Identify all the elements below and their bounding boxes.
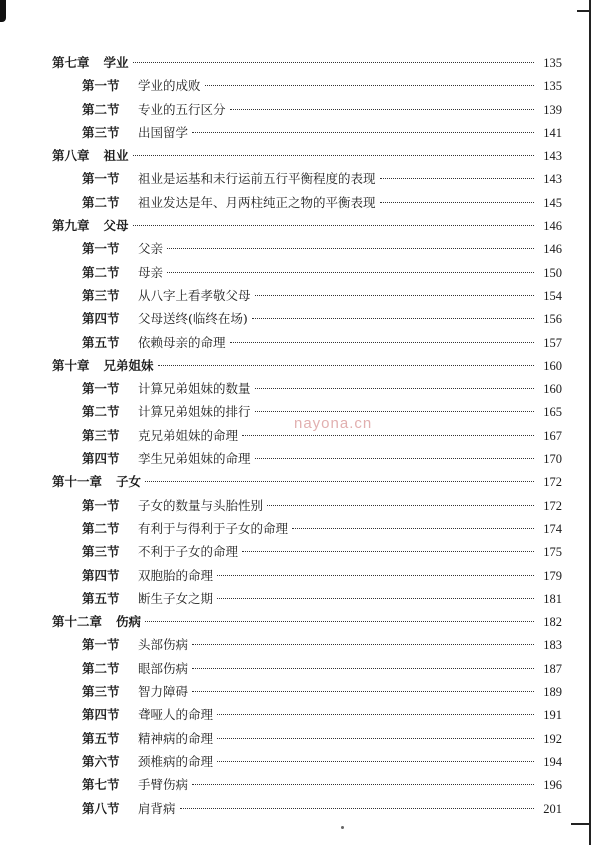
- dot-leader: [217, 598, 534, 599]
- section-title: 克兄弟姐妹的命理: [138, 427, 239, 443]
- section-title: 依赖母亲的命理: [138, 334, 226, 350]
- scan-edge-hook-top: [577, 10, 591, 12]
- toc-section-row[interactable]: [52, 773, 562, 796]
- page-number: 135: [543, 56, 562, 70]
- page-number: 172: [543, 498, 562, 513]
- dot-leader: [242, 435, 534, 436]
- page-number: 175: [543, 545, 562, 560]
- section-number: 第四节: [82, 451, 120, 467]
- section-title: 专业的五行区分: [138, 101, 226, 117]
- section-number: 第六节: [82, 753, 120, 769]
- dot-leader: [133, 225, 534, 226]
- chapter-title: 伤病: [116, 614, 142, 630]
- toc-section-row[interactable]: [52, 377, 562, 400]
- page-number: 143: [543, 172, 562, 187]
- toc-section-row[interactable]: [52, 191, 562, 214]
- page-number: 183: [543, 638, 562, 653]
- page-number: 174: [543, 521, 562, 536]
- page-number: 165: [543, 405, 562, 420]
- dot-leader: [380, 202, 534, 203]
- section-title: 父母送终(临终在场): [138, 311, 248, 327]
- dot-leader: [230, 109, 534, 110]
- scan-edge-right: [589, 0, 591, 845]
- section-title: 计算兄弟姐妹的数量: [138, 381, 251, 397]
- section-title: 头部伤病: [138, 637, 189, 653]
- page-number: 143: [543, 149, 562, 164]
- dot-leader: [192, 644, 534, 645]
- chapter-number: 第十二章: [52, 614, 103, 630]
- section-title: 学业的成败: [138, 78, 201, 94]
- page-number: 187: [543, 661, 562, 676]
- toc-chapter-row[interactable]: [52, 214, 562, 237]
- dot-leader: [192, 784, 534, 785]
- section-number: 第一节: [82, 78, 120, 94]
- toc-section-row[interactable]: [52, 587, 562, 610]
- section-number: 第三节: [82, 124, 120, 140]
- page-number: 182: [543, 615, 562, 630]
- toc-section-row[interactable]: [52, 517, 562, 540]
- dot-leader: [167, 248, 534, 249]
- dot-leader: [252, 318, 534, 319]
- toc-chapter-row[interactable]: [52, 610, 562, 633]
- page-number: 189: [543, 685, 562, 700]
- dot-leader: [380, 178, 534, 179]
- toc-section-row[interactable]: [52, 564, 562, 587]
- toc-section-row[interactable]: [52, 167, 562, 190]
- dot-leader: [230, 342, 534, 343]
- toc-chapter-row[interactable]: [52, 51, 562, 74]
- dot-leader: [217, 714, 534, 715]
- section-title: 手臂伤病: [138, 777, 189, 793]
- scan-artifact-top-left: [0, 0, 6, 22]
- section-title: 父亲: [138, 241, 164, 257]
- dot-leader: [158, 365, 534, 366]
- toc-section-row[interactable]: [52, 657, 562, 680]
- toc-section-row[interactable]: [52, 331, 562, 354]
- section-number: 第八节: [82, 800, 120, 816]
- dot-leader: [192, 668, 534, 669]
- toc-section-row[interactable]: [52, 633, 562, 656]
- dot-leader: [217, 761, 534, 762]
- page-number: 157: [543, 335, 562, 350]
- dot-leader: [180, 808, 534, 809]
- dot-leader: [292, 528, 534, 529]
- section-title: 智力障碍: [138, 684, 189, 700]
- toc-section-row[interactable]: [52, 540, 562, 563]
- toc-section-row[interactable]: [52, 727, 562, 750]
- page-number: 201: [543, 801, 562, 816]
- toc-section-row[interactable]: [52, 307, 562, 330]
- page-number: 196: [543, 778, 562, 793]
- page-number: 181: [543, 591, 562, 606]
- page-number: 145: [543, 195, 562, 210]
- toc-section-row[interactable]: [52, 284, 562, 307]
- chapter-title: 兄弟姐妹: [103, 357, 154, 373]
- section-number: 第七节: [82, 777, 120, 793]
- toc-section-row[interactable]: [52, 261, 562, 284]
- section-number: 第一节: [82, 497, 120, 513]
- toc-section-row[interactable]: [52, 703, 562, 726]
- page-number: 160: [543, 358, 562, 373]
- section-number: 第一节: [82, 241, 120, 257]
- section-number: 第三节: [82, 287, 120, 303]
- section-title: 祖业发达是年、月两柱纯正之物的平衡表现: [138, 194, 376, 210]
- section-number: 第一节: [82, 637, 120, 653]
- page-number: 194: [543, 754, 562, 769]
- section-number: 第二节: [82, 194, 120, 210]
- page-number: 179: [543, 568, 562, 583]
- page-number: 146: [543, 242, 562, 257]
- section-title: 出国留学: [138, 124, 189, 140]
- dot-leader: [267, 505, 534, 506]
- dot-leader: [217, 575, 534, 576]
- page-number: 156: [543, 312, 562, 327]
- dot-leader: [145, 481, 534, 482]
- toc-chapter-row[interactable]: [52, 144, 562, 167]
- section-title: 颈椎病的命理: [138, 753, 214, 769]
- chapter-number: 第九章: [52, 218, 90, 234]
- toc-section-row[interactable]: [52, 121, 562, 144]
- dot-leader: [242, 551, 534, 552]
- toc-chapter-row[interactable]: [52, 470, 562, 493]
- section-title: 精神病的命理: [138, 730, 214, 746]
- section-number: 第五节: [82, 730, 120, 746]
- chapter-title: 父母: [103, 218, 129, 234]
- section-number: 第五节: [82, 334, 120, 350]
- scan-edge-hook-bottom: [571, 823, 591, 825]
- toc-section-row[interactable]: [52, 680, 562, 703]
- page-number: 170: [543, 452, 562, 467]
- section-number: 第二节: [82, 520, 120, 536]
- section-title: 子女的数量与头胎性别: [138, 497, 264, 513]
- chapter-number: 第十章: [52, 357, 90, 373]
- section-number: 第五节: [82, 590, 120, 606]
- page-number: 192: [543, 731, 562, 746]
- section-number: 第四节: [82, 311, 120, 327]
- section-number: 第二节: [82, 404, 120, 420]
- section-title: 有利于与得利于子女的命理: [138, 520, 289, 536]
- section-title: 母亲: [138, 264, 164, 280]
- section-number: 第二节: [82, 101, 120, 117]
- table-of-contents: [52, 51, 562, 820]
- page-number: 135: [543, 79, 562, 94]
- dot-leader: [145, 621, 534, 622]
- dot-leader: [205, 85, 534, 86]
- section-title: 不利于子女的命理: [138, 544, 239, 560]
- page-number: 139: [543, 102, 562, 117]
- page-number: 167: [543, 428, 562, 443]
- section-number: 第三节: [82, 684, 120, 700]
- watermark: nayona.cn: [294, 415, 373, 432]
- section-title: 眼部伤病: [138, 660, 189, 676]
- page-number: 154: [543, 288, 562, 303]
- page-number: 160: [543, 382, 562, 397]
- toc-chapter-row[interactable]: [52, 354, 562, 377]
- section-number: 第一节: [82, 381, 120, 397]
- section-number: 第二节: [82, 264, 120, 280]
- section-number: 第一节: [82, 171, 120, 187]
- dot-leader: [217, 738, 534, 739]
- page-number: 191: [543, 708, 562, 723]
- dot-leader: [255, 295, 534, 296]
- section-number: 第二节: [82, 660, 120, 676]
- scan-speck: [341, 826, 344, 829]
- page-number: 172: [543, 475, 562, 490]
- toc-section-row[interactable]: [52, 447, 562, 470]
- section-title: 孪生兄弟姐妹的命理: [138, 451, 251, 467]
- chapter-title: 子女: [116, 474, 142, 490]
- section-title: 断生子女之期: [138, 590, 214, 606]
- page-number: 146: [543, 219, 562, 234]
- toc-section-row[interactable]: [52, 750, 562, 773]
- section-title: 双胞胎的命理: [138, 567, 214, 583]
- dot-leader: [255, 388, 534, 389]
- chapter-number: 第八章: [52, 148, 90, 164]
- toc-section-row[interactable]: [52, 237, 562, 260]
- dot-leader: [192, 691, 534, 692]
- chapter-title: 学业: [103, 55, 129, 70]
- dot-leader: [255, 458, 534, 459]
- toc-section-row[interactable]: [52, 797, 562, 820]
- toc-section-row[interactable]: [52, 98, 562, 121]
- section-title: 祖业是运基和未行运前五行平衡程度的表现: [138, 171, 376, 187]
- chapter-number: 第十一章: [52, 474, 103, 490]
- section-number: 第三节: [82, 427, 120, 443]
- chapter-number: 第七章: [52, 55, 90, 70]
- section-title: 从八字上看孝敬父母: [138, 287, 251, 303]
- section-title: 肩背病: [138, 800, 176, 816]
- dot-leader: [167, 272, 534, 273]
- toc-section-row[interactable]: [52, 74, 562, 97]
- toc-section-row[interactable]: [52, 494, 562, 517]
- chapter-title: 祖业: [103, 148, 129, 164]
- dot-leader: [133, 62, 534, 63]
- dot-leader: [255, 411, 534, 412]
- section-number: 第三节: [82, 544, 120, 560]
- section-title: 聋哑人的命理: [138, 707, 214, 723]
- page-number: 141: [543, 125, 562, 140]
- dot-leader: [192, 132, 534, 133]
- section-number: 第四节: [82, 707, 120, 723]
- page-number: 150: [543, 265, 562, 280]
- dot-leader: [133, 155, 534, 156]
- section-number: 第四节: [82, 567, 120, 583]
- section-title: 计算兄弟姐妹的排行: [138, 404, 251, 420]
